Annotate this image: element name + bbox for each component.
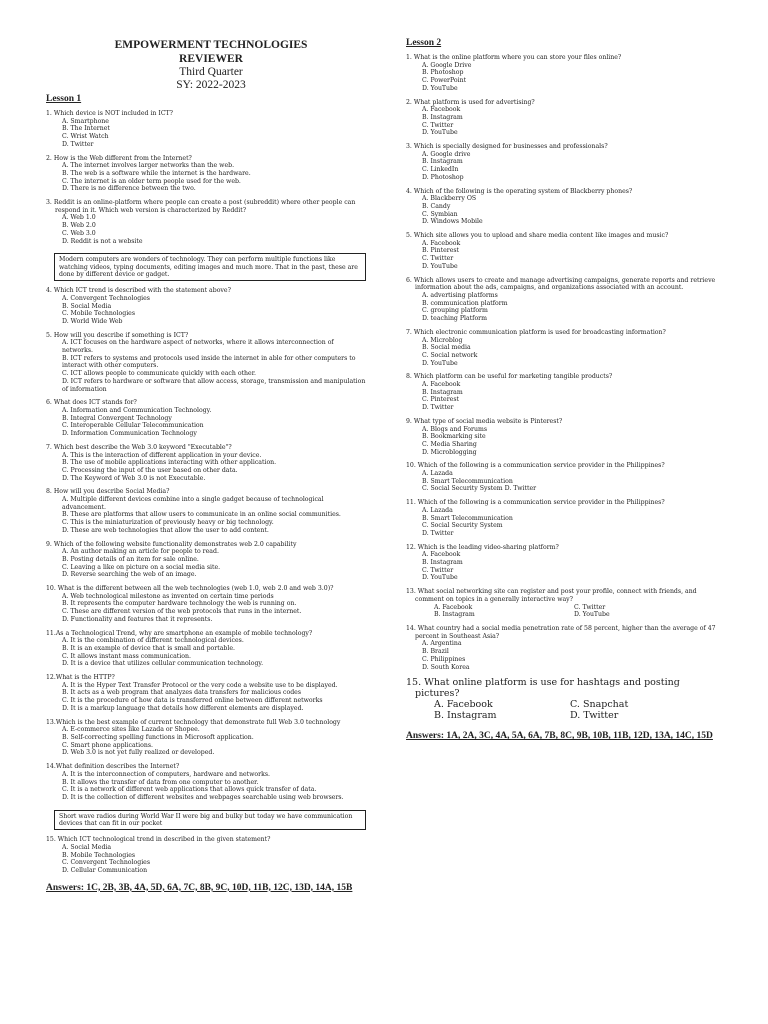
question-item bbox=[46, 110, 366, 149]
answer-option: C. It is the procedure of how data is transferred online between different networks bbox=[62, 697, 323, 705]
answer-option: A. Social Media bbox=[62, 843, 112, 851]
answer-options bbox=[422, 62, 724, 93]
answer-option: B. Instagram bbox=[434, 611, 475, 619]
answer-option: D. There is no difference between the two. bbox=[62, 185, 196, 193]
answer-option: B. Smart Telecommunication bbox=[422, 477, 513, 485]
question-item bbox=[46, 585, 366, 624]
answer-options bbox=[434, 604, 724, 619]
answer-option: B. Instagram bbox=[422, 559, 463, 567]
question-text: 3. Which is specially designed for businesses and professionals? bbox=[406, 143, 608, 151]
answer-option: D. Microblogging bbox=[422, 448, 477, 456]
answer-option: C. Twitter bbox=[422, 566, 454, 574]
school-year: SY: 2022-2023 bbox=[176, 79, 246, 91]
answer-option: A. Lazada bbox=[422, 470, 453, 478]
answer-options bbox=[62, 496, 366, 535]
answer-option: C. Symbian bbox=[422, 210, 458, 218]
answer-option: D. Twitter bbox=[570, 710, 619, 722]
answer-options bbox=[422, 507, 724, 538]
answer-options bbox=[422, 292, 724, 323]
question-item bbox=[46, 199, 366, 245]
answer-option: D. These are web technologies that allow the user to add content. bbox=[62, 526, 269, 534]
question-item bbox=[46, 763, 366, 802]
question-text: 8. Which platform can be useful for marketing tangible products? bbox=[406, 373, 613, 381]
answer-option: C. It allows instant mass communication. bbox=[62, 652, 191, 660]
question-text: 1. Which device is NOT included in ICT? bbox=[46, 110, 174, 117]
answer-option: C. This is the miniaturization of previously heavy or big technology. bbox=[62, 519, 274, 527]
answer-options bbox=[422, 195, 724, 226]
answer-options bbox=[422, 551, 724, 582]
answer-option: D. Photoshop bbox=[422, 173, 464, 181]
answer-option: D. YouTube bbox=[422, 359, 458, 367]
question-item bbox=[406, 677, 724, 721]
answer-option: C. Social Security System D. Twitter bbox=[422, 485, 537, 493]
answer-options bbox=[62, 339, 366, 393]
answer-option: B. Posting details of an item for sale online. bbox=[62, 555, 199, 563]
doc-subtitle: REVIEWER bbox=[179, 53, 243, 65]
question-text: 11.As a Technological Trend, why are smartphone an example of mobile technology? bbox=[46, 629, 313, 637]
question-item bbox=[406, 99, 724, 138]
answer-options bbox=[62, 637, 366, 668]
answer-option: B. communication platform bbox=[422, 299, 508, 307]
answer-options bbox=[62, 593, 366, 624]
answer-option: A. advertising platforms bbox=[422, 291, 498, 299]
question-item bbox=[46, 719, 366, 758]
question-text: 8. How will you describe Social Media? bbox=[46, 488, 170, 496]
question-text: 12. Which is the leading video-sharing platform? bbox=[406, 543, 559, 551]
answer-option: C. Processing the input of the user based on other data. bbox=[62, 466, 238, 474]
question-text: 13. What social networking site can register and post your profile, connect with friends, and comment on topics in a generally interactive way? bbox=[406, 588, 697, 603]
lesson2-answers: Answers: 1A, 2A, 3C, 4A, 5A, 6A, 7B, 8C, 9B, 10B, 11B, 12D, 13A, 14C, 15D bbox=[406, 731, 713, 742]
answer-options bbox=[62, 844, 366, 875]
answer-option: C. It is a network of different web applications that allows quick transfer of data. bbox=[62, 786, 317, 794]
question-text: 15. Which ICT technological trend in described in the given statement? bbox=[46, 836, 271, 844]
question-item bbox=[46, 332, 366, 394]
answer-option: C. Twitter bbox=[422, 121, 454, 129]
lesson2-questions bbox=[406, 54, 724, 721]
answer-options bbox=[422, 337, 724, 368]
question-text: 6. Which allows users to create and manage advertising campaigns, generate reports and retrieve information about the ads, campaigns, and organizations associated with an account. bbox=[406, 276, 716, 292]
answer-option: A. Smartphone bbox=[62, 117, 109, 125]
answer-option: C. Leaving a like on picture on a social media site. bbox=[62, 563, 221, 571]
answer-option: A. It is the interconnection of computers, hardware and networks. bbox=[62, 770, 270, 778]
answer-option: B. The Internet bbox=[62, 125, 110, 133]
question-text: 4. Which ICT trend is described with the statement above? bbox=[46, 287, 231, 295]
answer-option: C. ICT allows people to communicate quickly with each other. bbox=[62, 370, 256, 378]
answer-option: C. Twitter bbox=[574, 603, 606, 611]
question-text: 14. What country had a social media penetration rate of 58 percent, higher than the average of 47 percent in Southeast Asia? bbox=[406, 625, 716, 640]
question-item bbox=[46, 541, 366, 580]
answer-options bbox=[422, 381, 724, 412]
answer-option: C. Social Security System bbox=[422, 522, 503, 530]
question-text: 5. How will you describe if something is ICT? bbox=[46, 331, 189, 339]
question-item bbox=[406, 418, 724, 457]
question-text: 5. Which site allows you to upload and share media content like images and music? bbox=[406, 232, 669, 240]
question-item bbox=[46, 836, 366, 875]
question-text: 7. Which best describe the Web 3.0 keyword "Executable"? bbox=[46, 443, 232, 451]
answer-option: A. E-commerce sites like Lazada or Shopee. bbox=[62, 726, 200, 734]
answer-option: A. Information and Communication Technology. bbox=[62, 406, 212, 414]
answer-option: C. Social network bbox=[422, 351, 478, 359]
answer-option: D. Twitter bbox=[422, 404, 454, 412]
question-item bbox=[406, 277, 724, 323]
answer-option: A. Multiple different devices combine into a single gadget because of technological advancement. bbox=[62, 496, 324, 511]
answer-options bbox=[62, 726, 366, 757]
answer-option: A. Blogs and Forums bbox=[422, 425, 488, 433]
answer-option: A. Facebook bbox=[434, 603, 473, 611]
answer-option: B. Candy bbox=[422, 202, 451, 210]
question-text: 9. Which of the following website functionality demonstrates web 2.0 capability bbox=[46, 540, 297, 548]
answer-option: D. Functionality and features that it represents. bbox=[62, 615, 213, 623]
statement-box: Modern computers are wonders of technology. They can perform multiple functions like watching videos, typing documents, editing images and much more. That in the past, these are done by different device or gadget. bbox=[54, 253, 366, 281]
answer-options bbox=[62, 162, 366, 193]
answer-option: A. Google Drive bbox=[422, 61, 472, 69]
answer-options bbox=[422, 240, 724, 271]
answer-option: D. It is a device that utilizes cellular communication technology. bbox=[62, 660, 264, 668]
answer-option: A. Web technological milestone as invented on certain time periods bbox=[62, 592, 274, 600]
quarter-label: Third Quarter bbox=[179, 66, 243, 78]
answer-options bbox=[62, 452, 366, 483]
question-item bbox=[46, 287, 366, 326]
answer-option: A. Blackberry OS bbox=[422, 195, 477, 203]
question-item bbox=[406, 462, 724, 493]
question-item bbox=[406, 499, 724, 538]
question-item bbox=[406, 143, 724, 182]
answer-option: B. It allows the transfer of data from one computer to another. bbox=[62, 778, 259, 786]
answer-option: D. Cellular Communication bbox=[62, 867, 148, 875]
answer-option: C. Philippines bbox=[422, 655, 466, 663]
answer-option: D. South Korea bbox=[422, 663, 470, 671]
answer-option: B. It represents the computer hardware technology the web is running on. bbox=[62, 600, 297, 608]
answer-options bbox=[62, 118, 366, 149]
answer-options bbox=[62, 771, 366, 802]
answer-option: A. This is the interaction of different application in your device. bbox=[62, 451, 262, 459]
answer-option: B. Instagram bbox=[422, 158, 463, 166]
answer-option: B. Web 2.0 bbox=[62, 222, 96, 230]
answer-option: B. Instagram bbox=[422, 113, 463, 121]
answer-option: A. Facebook bbox=[422, 239, 461, 247]
question-item bbox=[406, 54, 724, 93]
answer-options bbox=[434, 699, 724, 721]
answer-option: D. It is the collection of different websites and webpages searchable using web browsers. bbox=[62, 793, 344, 801]
answer-option: C. Snapchat bbox=[570, 699, 629, 711]
question-text: 4. Which of the following is the operating system of Blackberry phones? bbox=[406, 187, 633, 195]
answer-option: A. The internet involves larger networks than the web. bbox=[62, 162, 235, 170]
answer-option: D. Windows Mobile bbox=[422, 218, 483, 226]
answer-option: A. Web 1.0 bbox=[62, 214, 96, 222]
question-text: 10. Which of the following is a communication service provider in the Philippines? bbox=[406, 462, 665, 470]
lesson1-questions bbox=[46, 110, 366, 875]
answer-option: D. Reddit is not a website bbox=[62, 237, 143, 245]
answer-option: D. Information Communication Technology bbox=[62, 430, 197, 438]
answer-option: C. Smart phone applications. bbox=[62, 741, 153, 749]
answer-options bbox=[422, 470, 724, 493]
question-item bbox=[406, 544, 724, 583]
lesson2-column bbox=[406, 38, 724, 742]
answer-option: B. The web is a software while the internet is the hardware. bbox=[62, 169, 251, 177]
answer-options bbox=[422, 106, 724, 137]
question-item bbox=[46, 630, 366, 669]
statement-box: Short wave radios during World War II were big and bulky but today we have communication devices that can fit in our pocket bbox=[54, 810, 366, 831]
answer-option: D. YouTube bbox=[422, 262, 458, 270]
question-item bbox=[46, 674, 366, 713]
question-text: 9. What type of social media website is Pinterest? bbox=[406, 417, 563, 425]
question-item bbox=[406, 188, 724, 227]
answer-option: D. It is a markup language that details how different elements are displayed. bbox=[62, 704, 304, 712]
answer-options bbox=[62, 214, 366, 245]
answer-option: D. Twitter bbox=[422, 529, 454, 537]
answer-option: B. Photoshop bbox=[422, 69, 464, 77]
answer-option: D. YouTube bbox=[422, 574, 458, 582]
answer-option: D. Web 3.0 is not yet fully realized or developed. bbox=[62, 749, 215, 757]
answer-option: A. Argentina bbox=[422, 640, 462, 648]
answer-option: A. It is the Hyper Text Transfer Protocol or the very code a website use to be displayed. bbox=[62, 681, 338, 689]
question-text: 14.What definition describes the Internet? bbox=[46, 763, 180, 771]
question-text: 15. What online platform is use for hashtags and posting pictures? bbox=[406, 677, 680, 700]
answer-option: D. YouTube bbox=[422, 129, 458, 137]
answer-options bbox=[422, 151, 724, 182]
lesson1-answers: Answers: 1C, 2B, 3B, 4A, 5D, 6A, 7C, 8B, 9C, 10D, 11B, 12C, 13D, 14A, 15B bbox=[46, 882, 353, 893]
answer-option: B. Mobile Technologies bbox=[62, 851, 136, 859]
answer-options bbox=[62, 682, 366, 713]
answer-options bbox=[62, 548, 366, 579]
answer-option: D. ICT refers to hardware or software that allow access, storage, transmission and manipulation of information bbox=[62, 377, 366, 393]
answer-options bbox=[422, 426, 724, 457]
answer-option: C. LinkedIn bbox=[422, 166, 459, 174]
question-item bbox=[46, 488, 366, 534]
question-item bbox=[406, 373, 724, 412]
answer-option: B. It is an example of device that is small and portable. bbox=[62, 644, 235, 652]
question-item bbox=[406, 588, 724, 619]
question-text: 10. What is the different between all the web technologies (web 1.0, web 2.0 and web 3.0)? bbox=[46, 585, 334, 593]
question-item bbox=[46, 444, 366, 483]
question-text: 2. How is the Web different from the Internet? bbox=[46, 154, 192, 162]
question-text: 7. Which electronic communication platform is used for broadcasting information? bbox=[406, 328, 666, 336]
question-item bbox=[406, 329, 724, 368]
answer-option: C. Web 3.0 bbox=[62, 229, 96, 237]
answer-option: C. PowerPoint bbox=[422, 77, 467, 85]
answer-option: B. Social media bbox=[422, 344, 471, 352]
answer-option: C. Mobile Technologies bbox=[62, 310, 136, 318]
answer-option: C. Convergent Technologies bbox=[62, 859, 151, 867]
question-text: 2. What platform is used for advertising? bbox=[406, 98, 535, 106]
answer-option: A. Convergent Technologies bbox=[62, 294, 150, 302]
answer-option: B. Instagram bbox=[422, 388, 463, 396]
answer-option: A. Facebook bbox=[422, 106, 461, 114]
answer-option: C. Pinterest bbox=[422, 396, 460, 404]
answer-option: B. Self-correcting spelling functions in Microsoft application. bbox=[62, 734, 254, 741]
answer-option: B. Instagram bbox=[434, 710, 497, 722]
answer-option: C. Twitter bbox=[422, 255, 454, 263]
question-item bbox=[46, 399, 366, 438]
answer-option: B. Brazil bbox=[422, 648, 449, 656]
answer-option: C. Media Sharing bbox=[422, 440, 477, 448]
answer-option: A. Google drive bbox=[422, 150, 471, 158]
answer-option: B. Pinterest bbox=[422, 247, 460, 255]
answer-option: A. Facebook bbox=[422, 551, 461, 559]
question-item bbox=[406, 625, 724, 671]
answer-option: B. Integral Convergent Technology bbox=[62, 414, 172, 422]
question-text: 6. What does ICT stands for? bbox=[46, 399, 137, 407]
question-item bbox=[46, 155, 366, 194]
answer-option: A. Lazada bbox=[422, 506, 453, 514]
answer-options bbox=[62, 295, 366, 326]
doc-title: EMPOWERMENT TECHNOLOGIES bbox=[114, 39, 308, 51]
answer-option: D. Reverse searching the web of an image. bbox=[62, 571, 197, 579]
answer-option: D. YouTube bbox=[422, 84, 458, 92]
answer-option: D. teaching Platform bbox=[422, 315, 488, 323]
answer-option: B. These are platforms that allow users to communicate in an online social communities. bbox=[62, 511, 341, 519]
answer-option: C. Interoperable Cellular Telecommunication bbox=[62, 422, 204, 430]
answer-option: B. Social Media bbox=[62, 302, 112, 310]
answer-option: A. Facebook bbox=[422, 381, 461, 389]
question-item bbox=[406, 232, 724, 271]
lesson1-column bbox=[46, 38, 366, 894]
answer-option: B. ICT refers to systems and protocols used inside the internet in able for other computers to interact with other computers. bbox=[62, 354, 356, 370]
question-text: 13.Which is the best example of current technology that demonstrate full Web 3.0 technology bbox=[46, 718, 341, 726]
answer-option: C. The internet is an older term people used for the web. bbox=[62, 177, 241, 185]
answer-option: B. It acts as a web program that analyzes data transfers for malicious codes bbox=[62, 689, 302, 697]
answer-option: A. Facebook bbox=[434, 699, 493, 711]
answer-option: D. World Wide Web bbox=[62, 317, 123, 325]
answer-option: B. Smart Telecommunication bbox=[422, 514, 513, 522]
answer-option: A. An author making an article for people to read. bbox=[62, 548, 219, 556]
answer-option: D. YouTube bbox=[574, 611, 610, 619]
answer-option: A. It is the combination of different technological devices. bbox=[62, 637, 244, 645]
question-text: 3. Reddit is an online-platform where people can create a post (subreddit) where other people can respond in it. Which web version is characterized by Reddit? bbox=[46, 199, 356, 214]
answer-option: D. Twitter bbox=[62, 140, 94, 148]
answer-option: B. The use of mobile applications interacting with other application. bbox=[62, 459, 277, 467]
question-text: 11. Which of the following is a communication service provider in the Philippines? bbox=[406, 499, 665, 507]
question-text: 12.What is the HTTP? bbox=[46, 674, 115, 682]
answer-option: C. These are different version of the web protocols that runs in the internet. bbox=[62, 608, 302, 616]
lesson1-heading: Lesson 1 bbox=[46, 94, 82, 104]
question-text: 1. What is the online platform where you can store your files online? bbox=[406, 54, 622, 61]
answer-option: A. Microblog bbox=[422, 336, 463, 344]
answer-options bbox=[422, 640, 724, 671]
answer-options bbox=[62, 407, 366, 438]
answer-option: D. The Keyword of Web 3.0 is not Executable. bbox=[62, 474, 206, 482]
answer-option: A. ICT focuses on the hardware aspect of networks, where it allows interconnection of networks. bbox=[62, 339, 334, 355]
answer-option: C. grouping platform bbox=[422, 307, 488, 315]
lesson2-heading: Lesson 2 bbox=[406, 38, 442, 48]
answer-option: C. Wrist Watch bbox=[62, 133, 109, 141]
answer-option: B. Bookmarking site bbox=[422, 433, 486, 441]
